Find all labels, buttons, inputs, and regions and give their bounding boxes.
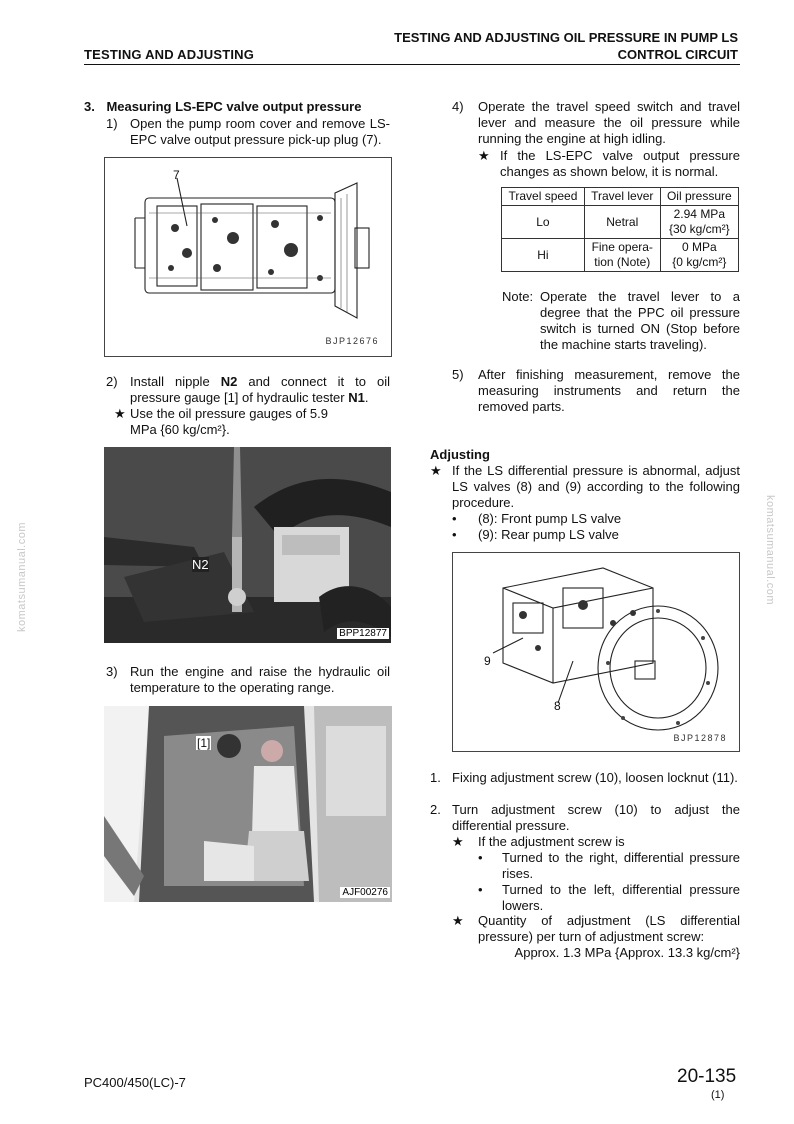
table-cell-pressure-kg: {0 kg/cm²} bbox=[672, 255, 727, 269]
front-valve-text: (8): Front pump LS valve bbox=[478, 511, 622, 526]
turn-right-text: Turned to the right, differential pressure rises. bbox=[502, 850, 740, 881]
fig2-callout-9: 9 bbox=[484, 654, 491, 668]
table-header: Oil pressure bbox=[660, 188, 738, 206]
table-cell-lever bbox=[584, 239, 660, 272]
step3-number: 3) bbox=[106, 664, 118, 679]
table-cell-lever-line2: tion (Note) bbox=[594, 255, 651, 269]
pump-iso-drawing-icon bbox=[453, 553, 739, 751]
star-icon: ★ bbox=[114, 406, 126, 421]
step2 bbox=[106, 374, 390, 406]
list-item bbox=[452, 527, 740, 543]
step4-note-text: If the LS-EPC valve output pressure changes as shown below, it is normal. bbox=[500, 148, 740, 179]
step1-number: 1) bbox=[106, 116, 118, 131]
watermark-right: komatsumanual.com bbox=[764, 495, 776, 605]
adjust-step2-note-text: If the adjustment screw is bbox=[478, 834, 625, 849]
table-cell-speed: Hi bbox=[502, 239, 585, 272]
bullet-icon: • bbox=[478, 882, 483, 897]
header-rule bbox=[84, 64, 740, 65]
turn-left-text: Turned to the left, differential pressure lowers. bbox=[502, 882, 740, 913]
star-icon: ★ bbox=[452, 913, 464, 928]
table-cell-pressure bbox=[660, 239, 738, 272]
step4-text: Operate the travel speed switch and travel lever and measure the oil pressure while running the engine at high idling. bbox=[478, 99, 740, 146]
section3-title: Measuring LS-EPC valve output pressure bbox=[106, 99, 362, 114]
table-header: Travel lever bbox=[584, 188, 660, 206]
step2-text bbox=[130, 374, 390, 406]
photo1-callout-n2: N2 bbox=[192, 557, 209, 572]
table-cell-pressure-mpa: 0 MPa bbox=[681, 240, 717, 254]
note-text: Operate the travel lever to a degree that the PPC oil pressure switch is turned ON (Stop before the machine starts traveling). bbox=[540, 289, 740, 352]
list-item bbox=[478, 882, 740, 914]
table-header-row bbox=[502, 188, 739, 206]
star-icon: ★ bbox=[478, 148, 490, 163]
list-item bbox=[478, 850, 740, 882]
adjust-step2-number: 2. bbox=[430, 802, 441, 817]
quantity-note bbox=[452, 913, 740, 945]
star-icon: ★ bbox=[452, 834, 464, 849]
revision-number: (1) bbox=[711, 1089, 725, 1101]
adjust-step1 bbox=[430, 770, 740, 786]
bullet-icon: • bbox=[478, 850, 483, 865]
adjust-step1-text: Fixing adjustment screw (10), loosen locknut (11). bbox=[452, 770, 738, 785]
quantity-note-text: Quantity of adjustment (LS differential pressure) per turn of adjustment screw: bbox=[478, 913, 740, 944]
step5-number: 5) bbox=[452, 367, 464, 382]
fig2-callout-8: 8 bbox=[554, 699, 561, 713]
step2-nipple: N2 bbox=[220, 374, 238, 389]
adjusting-intro-text: If the LS differential pressure is abnormal, adjust LS valves (8) and (9) according to the following procedure. bbox=[452, 463, 740, 510]
pump-figure-1 bbox=[104, 157, 392, 357]
step2-number: 2) bbox=[106, 374, 118, 389]
table-row bbox=[502, 206, 739, 239]
table-row bbox=[502, 239, 739, 272]
step4 bbox=[452, 99, 740, 147]
star-icon: ★ bbox=[430, 463, 442, 478]
adjust-step2-text: Turn adjustment screw (10) to adjust the differential pressure. bbox=[452, 802, 740, 833]
photo-1-image bbox=[104, 447, 391, 643]
bullet-icon: • bbox=[452, 511, 457, 526]
table-cell-lever: Netral bbox=[584, 206, 660, 239]
photo-2-cab bbox=[104, 706, 392, 902]
photo-1-nipple bbox=[104, 447, 391, 643]
step5-text: After finishing measurement, remove the measuring instruments and return the removed parts. bbox=[478, 367, 740, 414]
table-cell-pressure bbox=[660, 206, 738, 239]
header-title bbox=[394, 29, 738, 63]
adjust-step2-note bbox=[452, 834, 740, 850]
pump-drawing-icon bbox=[105, 158, 391, 356]
adjust-step1-number: 1. bbox=[430, 770, 441, 785]
travel-note bbox=[502, 289, 740, 353]
adjusting-intro bbox=[430, 463, 740, 511]
oil-pressure-table bbox=[501, 187, 739, 272]
step2-note-text: Use the oil pressure gauges of 5.9 MPa {60 kg/cm²}. bbox=[130, 406, 329, 437]
adjust-step2 bbox=[430, 802, 740, 834]
bullet-icon: • bbox=[452, 527, 457, 542]
note-label: Note: bbox=[502, 289, 534, 304]
page-number: 20-135 bbox=[677, 1066, 737, 1087]
list-item bbox=[452, 511, 740, 527]
table-header: Travel speed bbox=[502, 188, 585, 206]
step2-text-mid: and connect it to oil pressure gauge [1] of hydraulic tester bbox=[130, 374, 390, 405]
photo-2-image bbox=[104, 706, 392, 902]
table-cell-pressure-kg: {30 kg/cm²} bbox=[668, 222, 730, 236]
header-title-line1: TESTING AND ADJUSTING OIL PRESSURE IN PUMP LS bbox=[394, 30, 738, 45]
photo2-label: AJF00276 bbox=[342, 887, 388, 898]
section3-heading bbox=[84, 99, 361, 115]
pump-figure-2 bbox=[452, 552, 740, 752]
step3-text: Run the engine and raise the hydraulic oil temperature to the operating range. bbox=[130, 664, 390, 695]
photo1-label: BPP12877 bbox=[339, 628, 387, 639]
fig1-label: BJP12676 bbox=[325, 336, 379, 346]
step1-text: Open the pump room cover and remove LS-EPC valve output pressure pick-up plug (7). bbox=[130, 116, 390, 147]
quantity-value: Approx. 1.3 MPa {Approx. 13.3 kg/cm²} bbox=[514, 945, 740, 960]
table-cell-speed: Lo bbox=[502, 206, 585, 239]
adjusting-heading: Adjusting bbox=[430, 447, 490, 462]
header-section: TESTING AND ADJUSTING bbox=[84, 47, 255, 62]
rear-valve-text: (9): Rear pump LS valve bbox=[478, 527, 619, 542]
step2-text-post: . bbox=[364, 390, 369, 405]
step5 bbox=[452, 367, 740, 415]
step2-text-pre: Install nipple bbox=[130, 374, 221, 389]
model-number: PC400/450(LC)-7 bbox=[84, 1075, 186, 1090]
header-title-line2: CONTROL CIRCUIT bbox=[617, 47, 738, 62]
table-cell-lever-line1: Fine opera- bbox=[591, 240, 653, 254]
step4-number: 4) bbox=[452, 99, 464, 114]
step2-tester: N1 bbox=[348, 390, 365, 405]
step1 bbox=[106, 116, 390, 148]
photo2-callout-1: [1] bbox=[197, 736, 211, 750]
step4-note bbox=[478, 148, 740, 180]
section3-number: 3. bbox=[84, 99, 95, 114]
fig1-callout-7: 7 bbox=[173, 168, 180, 182]
watermark-left: komatsumanual.com bbox=[16, 522, 28, 632]
table-cell-pressure-mpa: 2.94 MPa bbox=[673, 207, 725, 221]
fig2-label: BJP12878 bbox=[673, 733, 727, 743]
step2-note bbox=[114, 406, 390, 438]
step3 bbox=[106, 664, 390, 696]
